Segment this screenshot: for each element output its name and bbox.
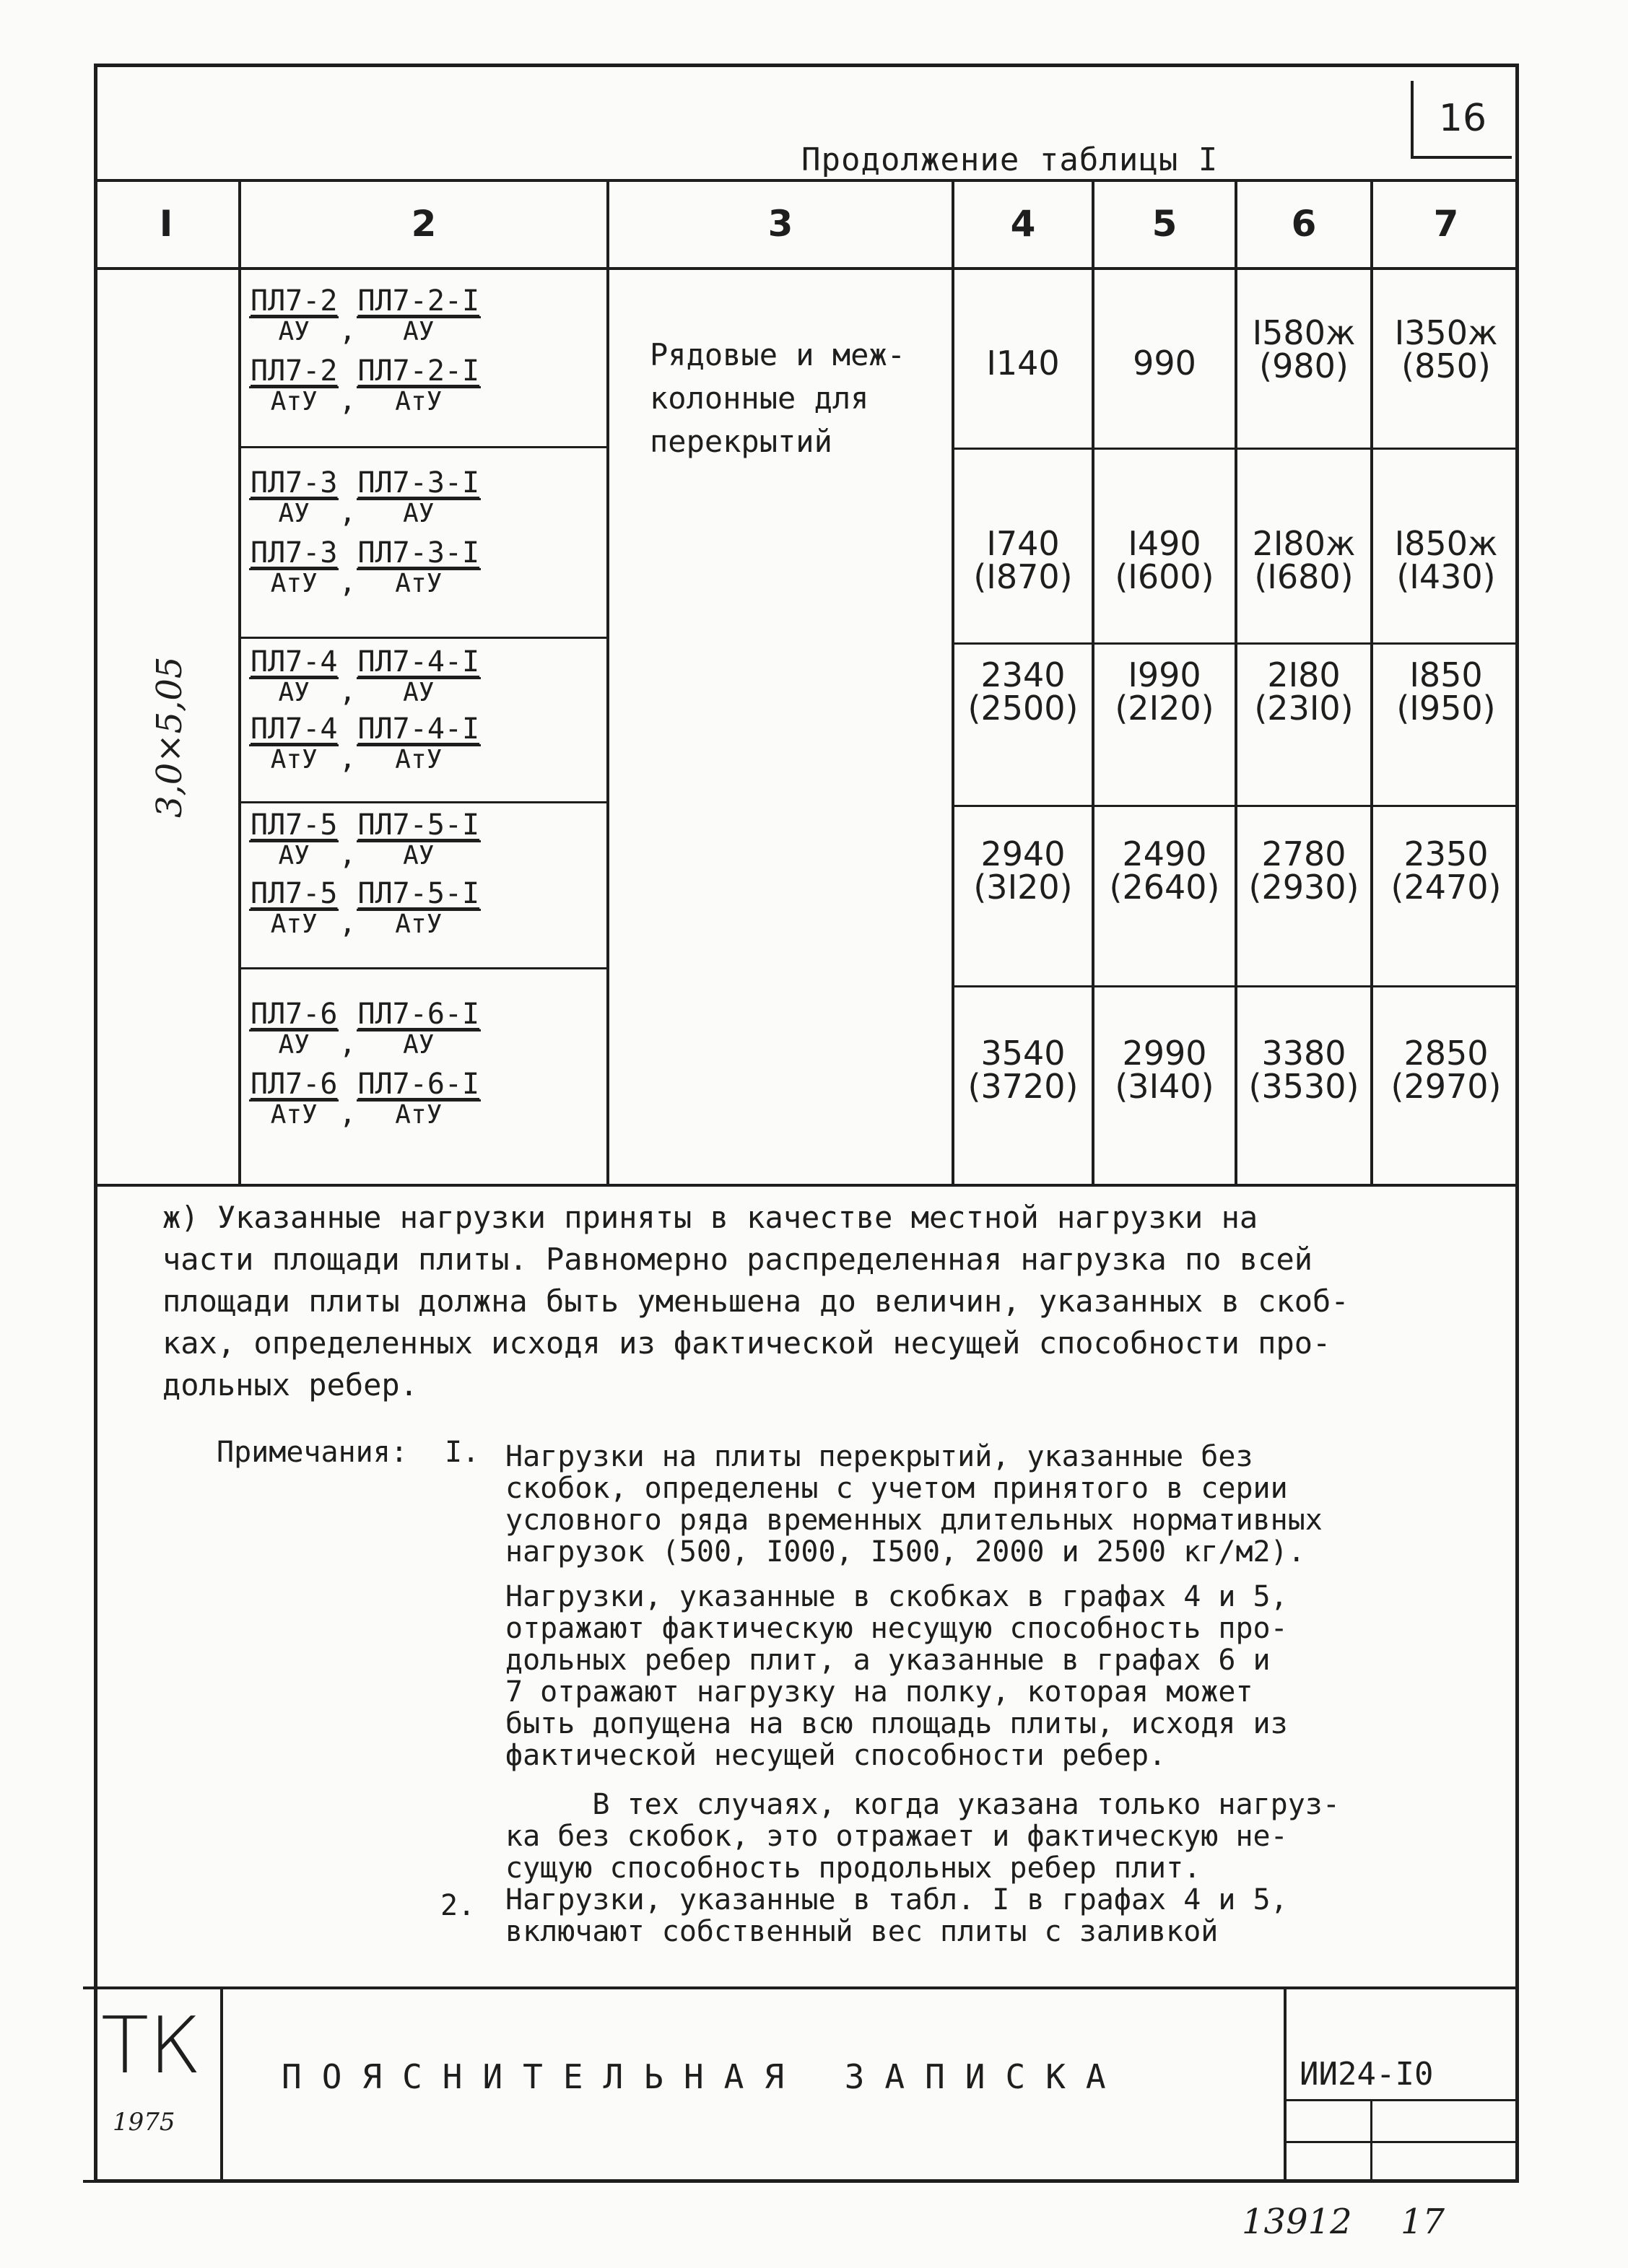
stamp-line bbox=[1284, 2141, 1519, 2143]
table-row-marks: $\frac{ПЛ7-3}{АУ}$ , $\frac{ПЛ7-3-I}{АУ}$ $\frac{ПЛ7-3}{\text{АтУ}}$ , $\frac{ПЛ7-3-I}{\text{АтУ}}$ bbox=[251, 466, 480, 599]
row-line bbox=[240, 637, 609, 639]
header-col-3: 3 bbox=[767, 203, 793, 245]
header-col-4: 4 bbox=[1010, 203, 1036, 245]
cell-value: 990 bbox=[1133, 344, 1196, 383]
cell-value: 3540 (3720) bbox=[967, 1034, 1079, 1106]
stamp-line bbox=[220, 1986, 223, 2183]
col-line bbox=[238, 179, 241, 1185]
table-bottom-line bbox=[94, 1184, 1519, 1187]
row-line bbox=[240, 446, 609, 448]
sheet-number: 17 bbox=[1401, 2202, 1445, 2242]
header-col-2: 2 bbox=[411, 203, 437, 245]
header-bottom-line bbox=[94, 267, 1519, 270]
cell-value: 3380 (3530) bbox=[1248, 1034, 1359, 1106]
description-line: колонные для bbox=[650, 380, 869, 416]
cell-value: I740 (I870) bbox=[973, 524, 1073, 596]
table-row-marks: $\frac{ПЛ7-6}{АУ}$ , $\frac{ПЛ7-6-I}{АУ}$ $\frac{ПЛ7-6}{\text{АтУ}}$ , $\frac{ПЛ7-6-I}{\text{АтУ}}$ bbox=[251, 998, 480, 1130]
cell-value: I990 (2I20) bbox=[1115, 655, 1214, 728]
page-number: 16 bbox=[1411, 81, 1512, 159]
note-1-final: В тех случаях, когда указана только нагруз- ка без скобок, это отражает и фактическую не- сущую способность продольных ребер плит. bbox=[505, 1788, 1340, 1885]
footnote: ж) Указанные нагрузки приняты в качестве местной нагрузки на части площади плиты. Равномерно распределенная нагрузка по всей площади плиты должна быть уменьшена до величин, указанных в скоб- ках, определенных исходя из фактической несущей способности про- дольных ребер. bbox=[162, 1200, 1349, 1403]
cell-value: I490 (I600) bbox=[1115, 524, 1214, 596]
cell-value: I850 (I950) bbox=[1396, 655, 1496, 728]
stamp-line bbox=[1284, 1986, 1287, 2183]
note-1-text: Нагрузки на плиты перекрытий, указанные без скобок, определены с учетом принятого в серии условного ряда временных длительных нормативных нагрузок (500, I000, I500, 2000 и 2500 кг/м2). bbox=[505, 1440, 1323, 1569]
note-1-continuation: Нагрузки, указанные в скобках в графах 4 и 5, отражают фактическую несущую способность про- дольных ребер плит, а указанные в графах 6 и 7 отражают нагрузку на полку, которая может быть допущена на всю площадь плиты, исходя из фактической несущей способности ребер. bbox=[505, 1580, 1288, 1772]
cell-value: 2850 (2970) bbox=[1390, 1034, 1502, 1106]
cell-value: I580ж (980) bbox=[1252, 313, 1356, 385]
header-col-1: I bbox=[159, 203, 173, 245]
table-caption: Продолжение таблицы I bbox=[801, 141, 1219, 178]
table-row-marks: $\frac{ПЛ7-5}{АУ}$ , $\frac{ПЛ7-5-I}{АУ}$ $\frac{ПЛ7-5}{\text{АтУ}}$ , $\frac{ПЛ7-5-I}{\text{АтУ}}$ bbox=[251, 808, 480, 940]
stamp-year: 1975 bbox=[113, 2108, 175, 2137]
notes-label: Примечания: bbox=[217, 1436, 408, 1469]
cell-value: I850ж (I430) bbox=[1394, 524, 1498, 596]
cell-value: 2940 (3I20) bbox=[973, 834, 1073, 907]
description-line: Рядовые и меж- bbox=[650, 337, 906, 372]
stamp-line bbox=[1370, 2101, 1372, 2183]
cell-value: I350ж (850) bbox=[1394, 313, 1498, 385]
note-2-text: Нагрузки, указанные в табл. I в графах 4 и 5, включают собственный вес плиты с заливкой bbox=[505, 1883, 1288, 1948]
table-row-marks: $\frac{ПЛ7-4}{АУ}$ , $\frac{ПЛ7-4-I}{АУ}$ $\frac{ПЛ7-4}{\text{АтУ}}$ , $\frac{ПЛ7-4-I}{\text{АтУ}}$ bbox=[251, 645, 480, 775]
row-line bbox=[240, 967, 609, 969]
stamp-bottom-line bbox=[83, 2180, 1519, 2183]
stamp-top-line bbox=[83, 1986, 1519, 1989]
description-line: перекрытий bbox=[650, 424, 832, 459]
cell-value: 2350 (2470) bbox=[1390, 834, 1502, 907]
col-line bbox=[606, 179, 609, 1185]
stamp-line bbox=[1284, 2099, 1519, 2101]
note-1-number: I. bbox=[445, 1436, 480, 1469]
note-2-number: 2. bbox=[440, 1889, 476, 1922]
cell-value: 2990 (3I40) bbox=[1115, 1034, 1214, 1106]
row-line bbox=[240, 801, 609, 803]
cell-value: 2780 (2930) bbox=[1248, 834, 1359, 907]
plate-description bbox=[650, 333, 905, 463]
cell-value: 2I80 (23I0) bbox=[1254, 655, 1354, 728]
cell-value: 2490 (2640) bbox=[1109, 834, 1220, 907]
header-col-7: 7 bbox=[1433, 203, 1459, 245]
size-label: 3,0×5,05 bbox=[149, 656, 190, 818]
header-col-6: 6 bbox=[1291, 203, 1317, 245]
table-row-marks: $\frac{ПЛ7-2}{АУ}$ , $\frac{ПЛ7-2-I}{АУ}$ $\frac{ПЛ7-2}{\text{АтУ}}$ , $\frac{ПЛ7-2-I}{\text{АтУ}}$ bbox=[251, 284, 480, 417]
stamp-logo: ТК bbox=[101, 2001, 201, 2091]
cell-value: I140 bbox=[986, 344, 1060, 383]
document-number: ИИ24-I0 bbox=[1300, 2056, 1434, 2093]
header-col-5: 5 bbox=[1152, 203, 1178, 245]
cell-value: 2I80ж (I680) bbox=[1252, 524, 1356, 596]
archive-number: 13912 bbox=[1242, 2202, 1352, 2242]
cell-value: 2340 (2500) bbox=[967, 655, 1079, 728]
document-title: ПОЯСНИТЕЛЬНАЯ ЗАПИСКА bbox=[282, 2057, 1126, 2096]
